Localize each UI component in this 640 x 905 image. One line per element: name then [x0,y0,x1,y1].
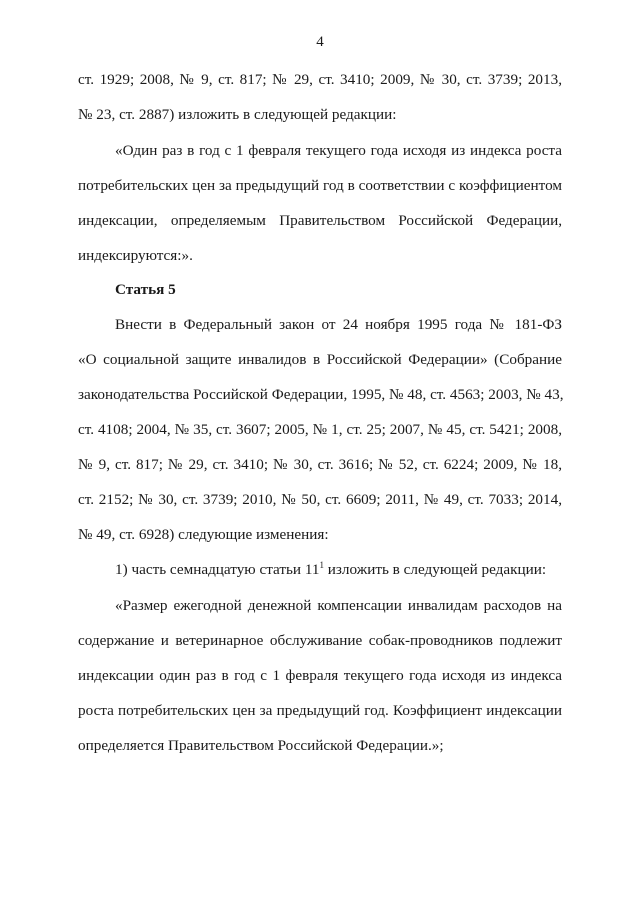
text-line: индексации, определяемым Правительством Российской Федерации, [78,212,562,229]
text-segment: изложить в следующей редакции: [323,561,547,578]
text-line: «Размер ежегодной денежной компенсации инвалидам расходов на [115,597,562,614]
text-line: Внести в Федеральный закон от 24 ноября 1995 года № 181-ФЗ [115,316,562,333]
text-line: № 49, ст. 6928) следующие изменения: [78,526,329,543]
superscript: 1 [319,560,324,570]
text-line: роста потребительских цен за предыдущий год. Коэффициент индексации [78,702,562,719]
text-line: потребительских цен за предыдущий год в соответствии с коэффициентом [78,177,562,194]
page-number: 4 [316,34,324,50]
text-line: № 9, ст. 817; № 29, ст. 3410; № 30, ст. 3616; № 52, ст. 6224; 2009, № 18, [78,456,562,473]
text-segment: 1) часть семнадцатую статьи 11 [115,561,320,578]
text-line [115,560,562,580]
text-line: ст. 4108; 2004, № 35, ст. 3607; 2005, № 1, ст. 25; 2007, № 45, ст. 5421; 2008, [78,421,562,438]
text-line: индексации один раз в год с 1 февраля текущего года исходя из индекса [78,667,562,684]
text-line: «О социальной защите инвалидов в Российской Федерации» (Собрание [78,351,562,368]
text-line: № 23, ст. 2887) изложить в следующей редакции: [78,106,397,123]
text-line: индексируются:». [78,247,193,264]
text-line: содержание и ветеринарное обслуживание собак-проводников подлежит [78,632,562,649]
text-line: законодательства Российской Федерации, 1995, № 48, ст. 4563; 2003, № 43, [78,386,564,403]
text-line: определяется Правительством Российской Федерации.»; [78,737,444,754]
article-heading: Статья 5 [115,281,176,298]
text-line: «Один раз в год с 1 февраля текущего года исходя из индекса роста [115,142,562,159]
text-line: ст. 2152; № 30, ст. 3739; 2010, № 50, ст. 6609; 2011, № 49, ст. 7033; 2014, [78,491,562,508]
text-line: ст. 1929; 2008, № 9, ст. 817; № 29, ст. 3410; 2009, № 30, ст. 3739; 2013, [78,71,562,88]
